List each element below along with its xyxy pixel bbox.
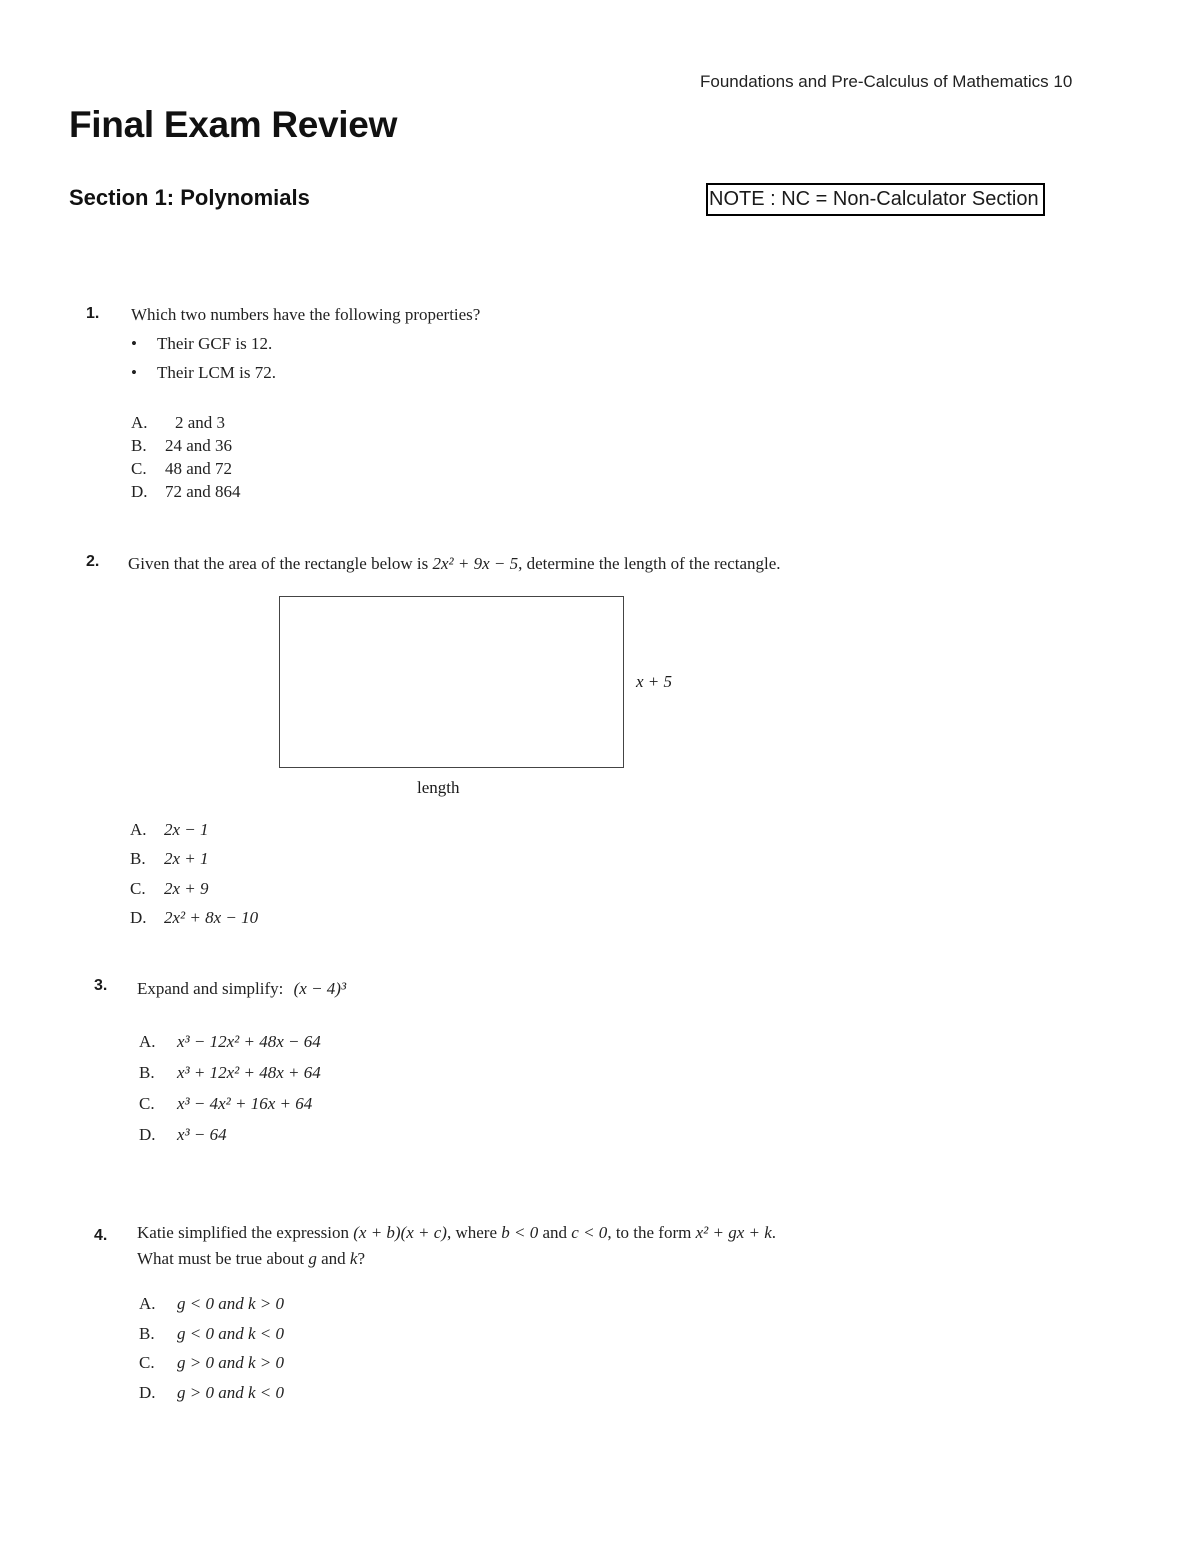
- section-title: Section 1: Polynomials: [69, 185, 310, 210]
- option-text: x³ + 12x² + 48x + 64: [177, 1063, 321, 1082]
- question-4-option-b[interactable]: [139, 1324, 284, 1344]
- expression: (x + b)(x + c): [353, 1223, 447, 1242]
- option-letter: C.: [139, 1094, 155, 1113]
- bullet-text: Their LCM is 72.: [157, 363, 276, 382]
- prompt-text: and: [542, 1223, 568, 1242]
- option-text: 2x + 1: [164, 849, 209, 868]
- bullet-icon: •: [131, 334, 137, 353]
- expression: x² + gx + k: [695, 1223, 772, 1242]
- prompt-text: Given that the area of the rectangle below is: [128, 554, 429, 573]
- question-1-bullet: [131, 334, 272, 354]
- prompt-text: .: [771, 1223, 777, 1242]
- option-text: x³ − 4x² + 16x + 64: [177, 1094, 313, 1113]
- prompt-text: What must be true about: [137, 1249, 305, 1268]
- rectangle-length-label: length: [417, 778, 460, 797]
- question-1-option-d[interactable]: [131, 482, 241, 502]
- question-1-option-a[interactable]: [131, 413, 225, 433]
- option-text: 2x − 1: [164, 820, 209, 839]
- option-text: 2 and 3: [175, 413, 226, 432]
- question-4-prompt-line-1: [137, 1223, 776, 1243]
- option-letter: B.: [139, 1063, 155, 1082]
- page-title: Final Exam Review: [69, 104, 398, 145]
- question-3-option-c[interactable]: [139, 1094, 312, 1114]
- option-letter: A.: [139, 1032, 156, 1051]
- question-1-prompt: Which two numbers have the following properties?: [131, 305, 481, 324]
- option-letter: B.: [139, 1324, 155, 1343]
- question-2-option-d[interactable]: [130, 908, 258, 928]
- option-letter: C.: [130, 879, 146, 898]
- question-2-option-c[interactable]: [130, 879, 209, 899]
- option-text: 48 and 72: [165, 459, 233, 478]
- option-text: 72 and 864: [165, 482, 241, 501]
- question-3-number: 3.: [94, 977, 108, 994]
- option-letter: D.: [139, 1383, 156, 1402]
- question-3-option-b[interactable]: [139, 1063, 321, 1083]
- expression: (x − 4)³: [293, 979, 347, 998]
- option-text: g < 0 and k > 0: [177, 1294, 284, 1313]
- question-4-option-a[interactable]: [139, 1294, 284, 1314]
- option-letter: C.: [139, 1353, 155, 1372]
- question-2-option-a[interactable]: [130, 820, 209, 840]
- prompt-text: , determine the length of the rectangle.: [518, 554, 781, 573]
- question-1-number: 1.: [86, 305, 100, 322]
- course-title: Foundations and Pre-Calculus of Mathematics 10: [700, 72, 1073, 91]
- condition-b: b < 0: [501, 1223, 539, 1242]
- option-text: g < 0 and k < 0: [177, 1324, 284, 1343]
- question-4-number: 4.: [94, 1227, 108, 1244]
- option-text: 2x + 9: [164, 879, 209, 898]
- bullet-text: Their GCF is 12.: [157, 334, 273, 353]
- question-1-option-c[interactable]: [131, 459, 232, 479]
- option-letter: A.: [130, 820, 147, 839]
- area-expression: 2x² + 9x − 5: [432, 554, 519, 573]
- option-text: 24 and 36: [165, 436, 233, 455]
- note-box: NOTE : NC = Non-Calculator Section: [706, 183, 1045, 216]
- option-letter: A.: [139, 1294, 156, 1313]
- option-letter: A.: [131, 413, 148, 432]
- rectangle-side-label: x + 5: [636, 672, 673, 691]
- question-4-prompt-line-2: [137, 1249, 365, 1269]
- prompt-text: Expand and simplify:: [137, 979, 284, 998]
- option-letter: D.: [139, 1125, 156, 1144]
- option-letter: B.: [130, 849, 146, 868]
- prompt-text: , where: [446, 1223, 497, 1242]
- option-text: g > 0 and k > 0: [177, 1353, 284, 1372]
- prompt-text: Katie simplified the expression: [137, 1223, 349, 1242]
- option-text: x³ − 64: [177, 1125, 227, 1144]
- option-letter: D.: [131, 482, 148, 501]
- prompt-text: ?: [357, 1249, 366, 1268]
- option-text: g > 0 and k < 0: [177, 1383, 284, 1402]
- option-letter: C.: [131, 459, 147, 478]
- question-4-option-d[interactable]: [139, 1383, 284, 1403]
- option-text: x³ − 12x² + 48x − 64: [177, 1032, 321, 1051]
- option-letter: D.: [130, 908, 147, 927]
- question-2-number: 2.: [86, 553, 100, 570]
- prompt-text: and: [321, 1249, 346, 1268]
- bullet-icon: •: [131, 363, 137, 382]
- question-1-option-b[interactable]: [131, 436, 232, 456]
- question-2-option-b[interactable]: [130, 849, 209, 869]
- question-1-bullet: [131, 363, 276, 383]
- prompt-text: , to the form: [607, 1223, 692, 1242]
- question-4-option-c[interactable]: [139, 1353, 284, 1373]
- question-3-option-d[interactable]: [139, 1125, 227, 1145]
- condition-c: c < 0: [571, 1223, 608, 1242]
- option-letter: B.: [131, 436, 147, 455]
- variable-g: g: [308, 1249, 317, 1268]
- question-3-prompt: [137, 979, 346, 999]
- option-text: 2x² + 8x − 10: [164, 908, 259, 927]
- variable-k: k: [349, 1249, 358, 1268]
- question-3-option-a[interactable]: [139, 1032, 321, 1052]
- rectangle-diagram: [279, 596, 624, 768]
- question-2-prompt: [128, 554, 781, 574]
